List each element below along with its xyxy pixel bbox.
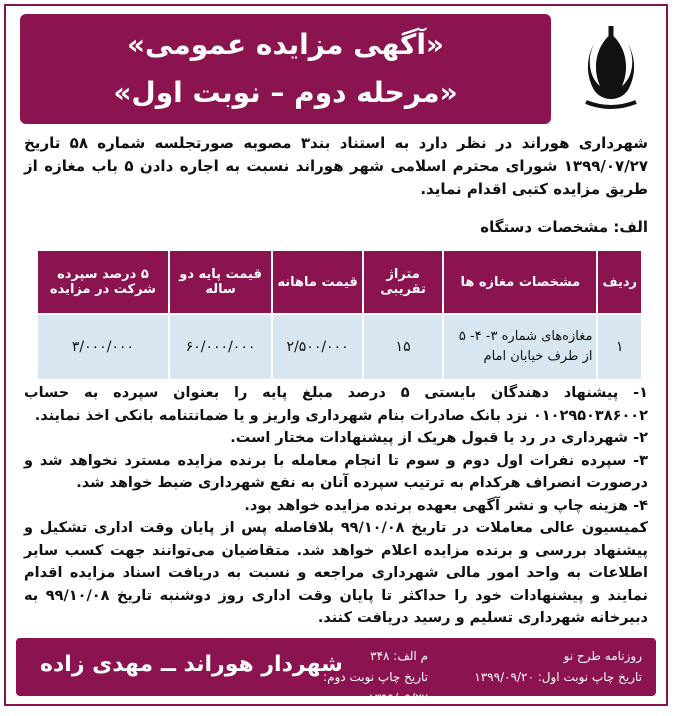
- iran-emblem-icon: [566, 16, 656, 116]
- notice-code: م الف: ۳۴۸: [370, 649, 428, 663]
- second-print-date: تاریخ چاپ نوبت دوم: ۱۳۹۹/۰۹/۲۷: [323, 670, 428, 705]
- intro-paragraph: شهرداری هوراند در نظر دارد به استناد بند۳ مصوبه صورتجلسه شماره ۵۸ تاریخ ۱۳۹۹/۰۷/۲۷ شورای محترم اسلامی شهر هوراند نسبت به اجاره دادن ۵ باب مغازه از طریق مزایده کتبی اقدام نماید.: [24, 134, 648, 198]
- col-header-two-year-base: قیمت پایه دو ساله: [169, 250, 272, 314]
- shops-table: [36, 249, 643, 381]
- col-header-row-number: ردیف: [597, 250, 642, 314]
- notice-header: [20, 14, 551, 124]
- cell-area: ۱۵: [363, 314, 443, 380]
- newspaper-name: روزنامه طرح نو: [563, 649, 642, 663]
- cell-two-year-base: ۶۰/۰۰۰/۰۰۰: [169, 314, 272, 380]
- cell-deposit: ۳/۰۰۰/۰۰۰: [37, 314, 169, 380]
- title-line-1: «آگهی مزایده عمومی»: [126, 28, 445, 61]
- mayor-signature: شهردار هوراند ــ مهدی زاده: [40, 652, 343, 677]
- section-a-heading: الف: مشخصات دستگاه: [480, 218, 648, 236]
- cell-monthly-price: ۲/۵۰۰/۰۰۰: [272, 314, 363, 380]
- first-print-date: تاریخ چاپ نوبت اول: ۱۳۹۹/۰۹/۲۰: [474, 670, 642, 684]
- col-header-monthly-price: قیمت ماهانه: [272, 250, 363, 314]
- clauses: [24, 382, 648, 630]
- commission-paragraph: کمیسیون عالی معاملات در تاریخ ۹۹/۱۰/۰۸ بلافاصله پس از پایان وقت اداری تشکیل و پیشنهاد بررسی و برنده مزایده اعلام خواهد شد. متقاضیان می‌توانند جهت کسب سایر اطلاعات به واحد امور مالی شهرداری مراجعه و نسبت به دریافت اسناد مزایده اقدام نمایند و پیشنهادات خود را حداکثر تا پایان وقت اداری روز دوشنبه تاریخ ۹۹/۱۰/۰۸ به دبیرخانه شهرداری تسلیم و رسید دریافت کنند.: [24, 520, 648, 626]
- clause-1: ۱- پیشنهاد دهندگان بایستی ۵ درصد مبلغ پایه را بعنوان سپرده به حساب ۰۱۰۲۹۵۰۳۸۶۰۰۲ نزد بانک صادرات بنام شهرداری واریز و یا ضمانتنامه بانکی اخذ نمایند.: [24, 385, 648, 424]
- notice-frame: [4, 4, 668, 706]
- notice-footer: [16, 638, 656, 705]
- table-row: [37, 314, 642, 380]
- footer-print-info: [442, 646, 642, 688]
- clause-2: ۲- شهرداری در رد یا قبول هریک از پیشنهادات مختار است.: [230, 430, 648, 446]
- title-line-2: «مرحله دوم – نوبت اول»: [113, 76, 458, 109]
- col-header-area: متراژ تقریبی: [363, 250, 443, 314]
- col-header-deposit: ۵ درصد سپرده شرکت در مزایده: [37, 250, 169, 314]
- cell-row-number: ۱: [597, 314, 642, 380]
- clause-3: ۳- سپرده نفرات اول دوم و سوم تا انجام معامله با برنده مزایده مسترد نخواهد شد و درصورت انصراف هرکدام به ترتیب سپرده آنان به نفع شهرداری ضبط خواهد شد.: [24, 452, 648, 491]
- table-header-row: [37, 250, 642, 314]
- cell-shop-spec: مغازه‌های شماره ۳- ۴- ۵ از طرف خیابان امام: [443, 314, 597, 380]
- col-header-shop-spec: مشخصات مغازه ها: [443, 250, 597, 314]
- clause-4: ۴- هزینه چاپ و نشر آگهی بعهده برنده مزایده خواهد بود.: [244, 497, 648, 514]
